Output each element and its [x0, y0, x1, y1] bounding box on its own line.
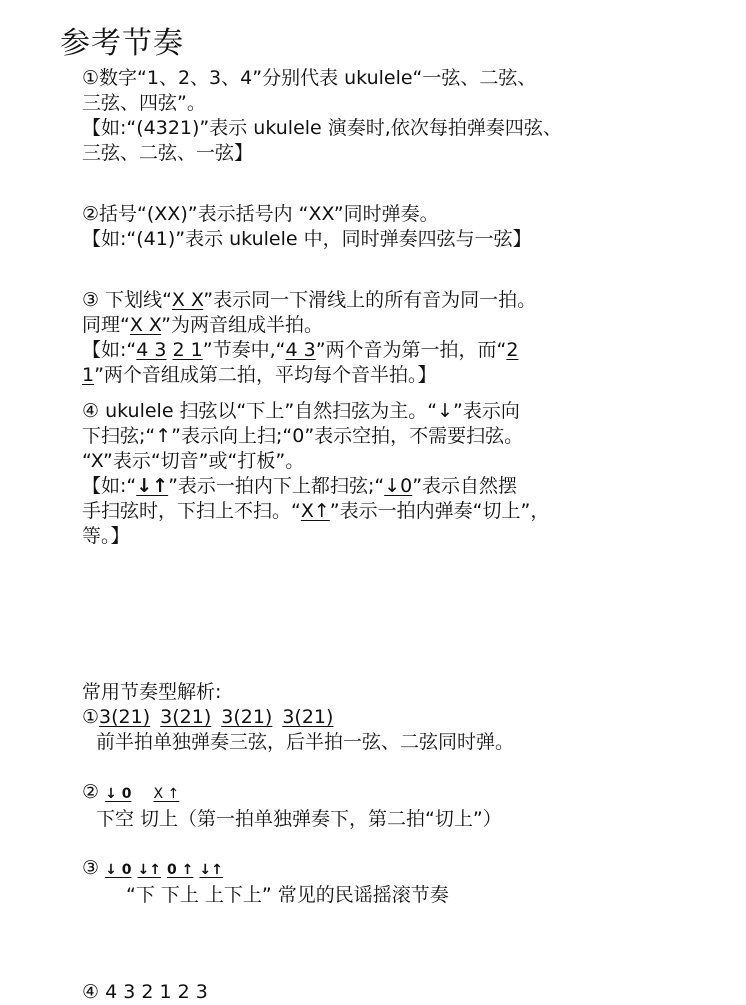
common-rhythms-heading: 常用节奏型解析: — [82, 681, 222, 703]
section-3-line-1: ③ 下划线“X X”表示同一下滑线上的所有音为同一拍。 — [82, 289, 537, 311]
rhythm-3 — [82, 856, 722, 908]
underline-sample: X X — [171, 289, 204, 311]
section-1-line-1: ①数字“1、2、3、4”分别代表 ukulele“一弦、二弦、 — [82, 67, 537, 89]
section-4-line-1: ④ ukulele 扫弦以“下上”自然扫弦为主。“↓”表示向 — [82, 400, 520, 422]
section-3-line-2: 同理“X X”为两音组成半拍。 — [82, 314, 323, 336]
section-3-line-4: 1”两个音组成第二拍，平均每个音半拍。】 — [82, 364, 437, 386]
rhythm-2 — [82, 780, 722, 832]
section-1-line-4: 三弦、二弦、一弦】 — [82, 142, 254, 164]
rhythm-3-description: “下 下上 上下上” 常见的民谣摇滚节奏 — [126, 884, 449, 906]
underline-sample-half: X X — [129, 314, 162, 336]
rhythm-1-notation: ①3(21) 3(21) 3(21) 3(21) — [82, 706, 334, 728]
common-rhythms — [82, 680, 722, 755]
section-4-line-3: “X”表示“切音”或“打板”。 — [82, 450, 305, 472]
rhythm-1-description: 前半拍单独弹奏三弦，后半拍一弦、二弦同时弹。 — [96, 731, 515, 753]
section-1-line-2: 三弦、四弦”。 — [82, 92, 206, 114]
rhythm-4 — [82, 980, 722, 1005]
section-2-line-1: ②括号“(XX)”表示括号内 “XX”同时弹奏。 — [82, 203, 439, 225]
section-4-line-5: 手扫弦时，下扫上不扫。“X↑”表示一拍内弹奏“切上”， — [82, 500, 550, 522]
section-4-line-2: 下扫弦;“↑”表示向上扫;“0”表示空拍，不需要扫弦。 — [82, 425, 524, 447]
section-4-line-6: 等。】 — [82, 525, 130, 547]
section-4-line-4: 【如:“↓↑”表示一拍内下上都扫弦;“↓0”表示自然摆 — [82, 475, 518, 497]
rhythm-2-notation: ② ↓ 0 X ↑ — [82, 781, 180, 803]
section-1 — [82, 66, 722, 166]
rhythm-2-description: 下空 切上（第一拍单独弹奏下，第二拍“切上”） — [96, 808, 502, 830]
section-3 — [82, 288, 722, 388]
rhythm-3-notation: ③ ↓ 0 ↓↑ 0 ↑ ↓↑ — [82, 857, 223, 879]
section-4 — [82, 399, 722, 549]
page-title: 参考节奏 — [60, 26, 184, 61]
section-3-line-3: 【如:“4 3 2 1”节奏中,“4 3”两个音为第一拍，而“2 — [82, 339, 519, 361]
section-2 — [82, 202, 722, 252]
rhythm-4-notation: ④ 4 3 2 1 2 3 — [82, 981, 208, 1003]
section-2-line-2: 【如:“(41)”表示 ukulele 中，同时弹奏四弦与一弦】 — [82, 228, 532, 250]
section-1-line-3: 【如:“(4321)”表示 ukulele 演奏时,依次每拍弹奏四弦、 — [82, 117, 562, 139]
